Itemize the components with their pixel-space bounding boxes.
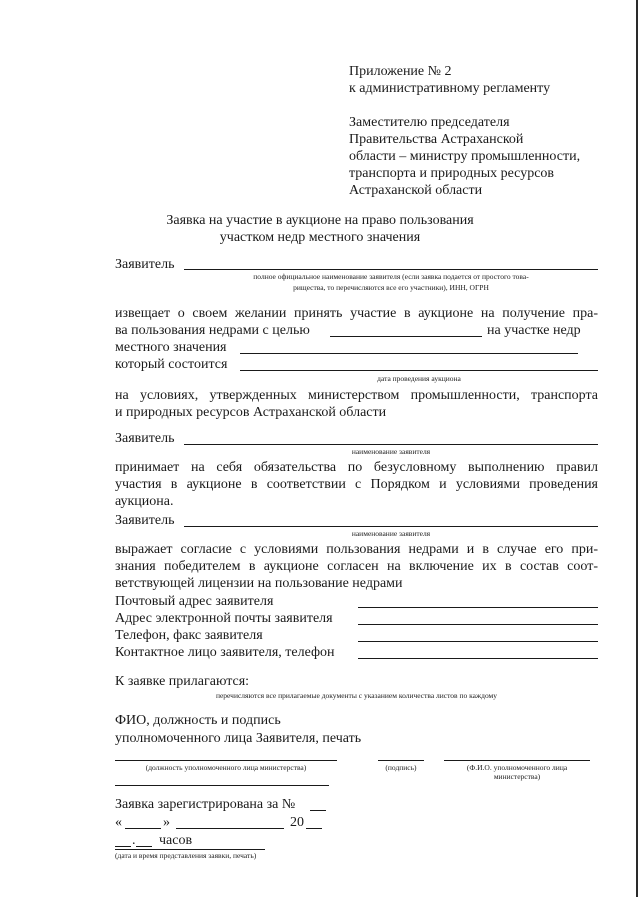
- page-edge: [636, 0, 638, 897]
- obligation-text: аукциона.: [115, 494, 174, 509]
- registration-minute-field[interactable]: [136, 846, 152, 847]
- registration-month-field[interactable]: [176, 828, 284, 829]
- field-caption: дата проведения аукциона: [377, 374, 461, 383]
- official-position-field[interactable]: [115, 760, 337, 761]
- phone-label: Телефон, факс заявителя: [115, 628, 263, 643]
- contact-person-field[interactable]: [358, 658, 598, 659]
- field-caption: (должность уполномоченного лица министерства): [145, 763, 307, 772]
- postal-address-field[interactable]: [358, 607, 598, 608]
- area-field[interactable]: [240, 353, 578, 354]
- field-caption: наименование заявителя: [351, 529, 431, 538]
- document-title-line: Заявка на участие в аукционе на право пользования: [166, 213, 474, 228]
- notice-text: на участке недр: [487, 323, 581, 338]
- notice-text: ва пользования недрами с целью: [115, 323, 310, 338]
- field-caption: (дата и время представления заявки, печать): [115, 851, 257, 860]
- official-name-field[interactable]: [444, 760, 590, 761]
- document-title-line: участком недр местного значения: [219, 230, 421, 245]
- applicant-name-field[interactable]: [184, 526, 598, 527]
- applicant-label: Заявитель: [115, 513, 175, 528]
- registration-time-underline: [115, 849, 265, 850]
- quote-open: «: [115, 815, 122, 830]
- consent-text: ветствующей лицензии на пользование недрами: [115, 576, 403, 591]
- attachments-label: К заявке прилагаются:: [115, 674, 250, 689]
- notice-text: извещает о своем желании принять участие в аукционе на получение пра-: [115, 306, 598, 321]
- applicant-name-field[interactable]: [184, 269, 598, 270]
- applicant-label: Заявитель: [115, 257, 175, 272]
- registration-year-field[interactable]: [306, 828, 322, 829]
- field-caption: (подпись): [385, 763, 417, 772]
- contact-person-label: Контактное лицо заявителя, телефон: [115, 645, 335, 660]
- notice-text: местного значения: [115, 340, 227, 355]
- obligation-text: принимает на себя обязательства по безусловному выполнению правил: [115, 460, 598, 475]
- hours-label: часов: [159, 833, 193, 848]
- quote-close: »: [163, 815, 170, 830]
- signature-label: ФИО, должность и подпись: [115, 713, 281, 728]
- field-caption: полное официальное наименование заявителя (если заявка подается от простого това-: [253, 272, 529, 281]
- notice-text: и природных ресурсов Астраханской области: [115, 405, 387, 420]
- registration-divider: [115, 785, 329, 786]
- signature-label: уполномоченного лица Заявителя, печать: [115, 731, 362, 746]
- purpose-field[interactable]: [330, 336, 482, 337]
- appendix-number: Приложение № 2: [349, 64, 452, 79]
- notice-text: на условиях, утвержденных министерством промышленности, транспорта: [115, 388, 598, 403]
- consent-text: выражает согласие с условиями пользования недрами и в случае его при-: [115, 542, 598, 557]
- addressee-line: транспорта и природных ресурсов: [349, 166, 555, 181]
- official-signature-field[interactable]: [378, 760, 424, 761]
- obligation-text: участия в аукционе в соответствии с Порядком и условиями проведения: [115, 477, 598, 492]
- field-caption: рищества, то перечисляются все его участники), ИНН, ОГРН: [293, 283, 489, 292]
- registration-day-field[interactable]: [125, 828, 161, 829]
- registration-year-prefix: 20: [290, 815, 304, 830]
- registration-number-field[interactable]: [310, 810, 326, 811]
- registration-hour-field[interactable]: [115, 846, 131, 847]
- email-field[interactable]: [358, 624, 598, 625]
- time-separator: .: [132, 833, 136, 848]
- registration-number-label: Заявка зарегистрирована за №: [115, 797, 296, 812]
- field-caption: министерства): [493, 772, 541, 781]
- addressee-line: Астраханской области: [349, 183, 483, 198]
- applicant-label: Заявитель: [115, 431, 175, 446]
- field-caption: перечисляются все прилагаемые документы с указанием количества листов по каждому: [215, 691, 498, 700]
- addressee-line: области – министру промышленности,: [349, 149, 581, 164]
- addressee-line: Заместителю председателя: [349, 115, 510, 130]
- consent-text: знания победителем в аукционе согласен на включение их в состав соот-: [115, 559, 598, 574]
- notice-text: который состоится: [115, 357, 228, 372]
- phone-field[interactable]: [358, 641, 598, 642]
- reglament-reference: к административному регламенту: [349, 81, 551, 96]
- email-label: Адрес электронной почты заявителя: [115, 611, 333, 626]
- applicant-name-field[interactable]: [184, 444, 598, 445]
- field-caption: наименование заявителя: [351, 447, 431, 456]
- addressee-line: Правительства Астраханской: [349, 132, 524, 147]
- postal-address-label: Почтовый адрес заявителя: [115, 594, 274, 609]
- auction-date-field[interactable]: [240, 370, 598, 371]
- field-caption: (Ф.И.О. уполномоченного лица: [466, 763, 568, 772]
